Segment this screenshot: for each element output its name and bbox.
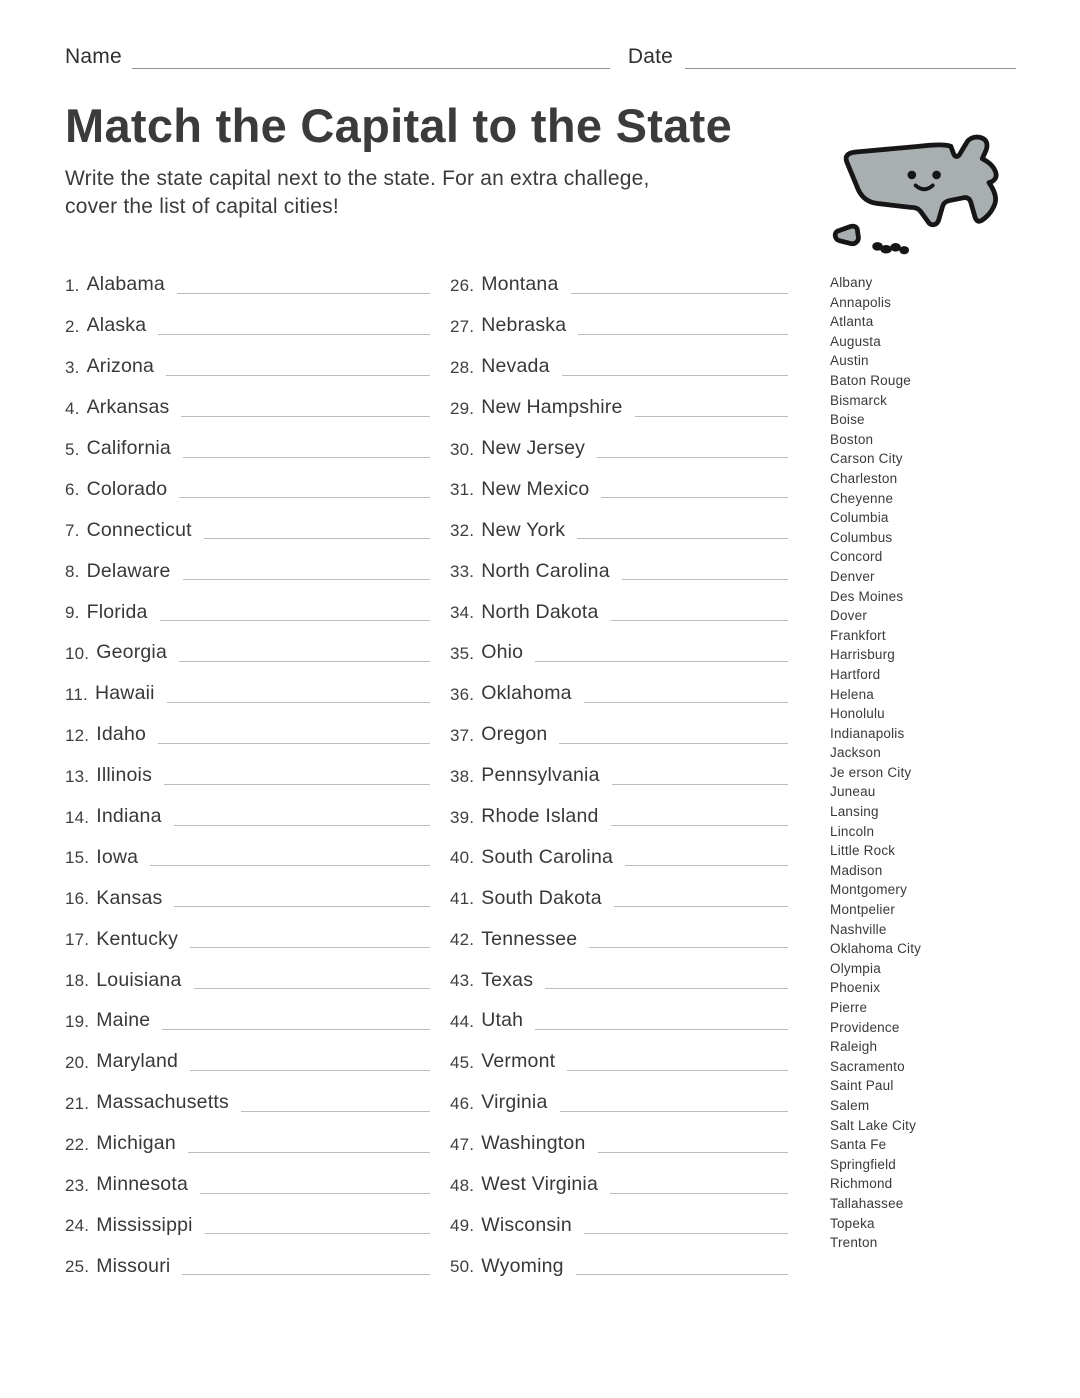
answer-blank-line[interactable] (183, 574, 430, 580)
hawaii-island-icon (875, 244, 881, 248)
answer-blank-line[interactable] (150, 860, 430, 866)
state-row (450, 872, 788, 913)
state-name: New Jersey (481, 437, 586, 459)
state-row (450, 913, 788, 954)
state-row (450, 464, 788, 505)
state-number: 40. (450, 848, 475, 868)
name-date-bar (65, 46, 1016, 69)
state-number: 49. (450, 1216, 475, 1236)
state-row (450, 504, 788, 545)
hawaii-island-icon (902, 248, 907, 251)
answer-blank-line[interactable] (562, 370, 788, 376)
capital-list-item: Charleston (830, 470, 898, 486)
state-row (450, 750, 788, 791)
state-name: Virginia (481, 1091, 548, 1114)
answer-blank-line[interactable] (205, 1228, 430, 1234)
answer-blank-line[interactable] (545, 983, 788, 989)
state-name: Delaware (86, 559, 171, 582)
state-name: Arizona (86, 355, 155, 378)
answer-blank-line[interactable] (167, 697, 430, 703)
state-number: 28. (450, 357, 475, 377)
answer-blank-line[interactable] (179, 656, 430, 662)
state-row (65, 1200, 430, 1241)
state-name: Nebraska (481, 314, 567, 337)
state-number: 8. (65, 562, 80, 582)
state-name: New York (481, 518, 566, 541)
answer-blank-line[interactable] (589, 942, 788, 948)
state-row (65, 341, 430, 382)
answer-blank-line[interactable] (162, 1024, 430, 1030)
state-number: 37. (450, 725, 475, 745)
state-name: Maryland (96, 1050, 179, 1073)
state-name: Illinois (96, 764, 153, 787)
answer-blank-line[interactable] (190, 942, 430, 948)
state-name: Oklahoma (481, 682, 572, 705)
state-number: 10. (65, 643, 90, 663)
state-number: 48. (450, 1175, 475, 1195)
state-name: Ohio (481, 641, 524, 664)
state-number: 5. (65, 439, 80, 459)
capital-list-item: Juneau (830, 784, 876, 800)
answer-blank-line[interactable] (584, 1228, 788, 1234)
state-row (65, 913, 430, 954)
state-name: California (86, 437, 171, 459)
answer-blank-line[interactable] (188, 1147, 430, 1153)
answer-blank-line[interactable] (194, 983, 430, 989)
state-number: 3. (65, 357, 80, 377)
answer-blank-line[interactable] (601, 492, 788, 498)
answer-blank-line[interactable] (611, 820, 788, 826)
state-row (450, 341, 788, 382)
state-number: 20. (65, 1052, 90, 1072)
capital-list-item: Augusta (830, 333, 881, 349)
state-name: Mississippi (96, 1213, 193, 1236)
capital-list-item: Nashville (830, 921, 887, 937)
capital-list-item: Springfield (830, 1156, 896, 1172)
capital-list-item: Boston (830, 431, 874, 447)
state-number: 25. (65, 1257, 90, 1277)
answer-blank-line[interactable] (160, 615, 430, 621)
state-number: 31. (450, 480, 475, 500)
capital-list-item: Bismarck (830, 392, 888, 408)
state-name: Maine (96, 1009, 151, 1032)
capital-list-item: Madison (830, 862, 883, 878)
state-row (450, 423, 788, 464)
capital-list-item: Saint Paul (830, 1078, 894, 1094)
page-title: Match the Capital to the State (65, 99, 733, 152)
state-number: 27. (450, 316, 475, 336)
state-row (65, 1159, 430, 1200)
state-row (450, 709, 788, 750)
state-number: 24. (65, 1216, 90, 1236)
answer-blank-line[interactable] (174, 901, 430, 907)
capital-list-item: Cheyenne (830, 490, 894, 506)
answer-blank-line[interactable] (190, 1065, 430, 1071)
state-row (65, 1240, 430, 1281)
answer-blank-line[interactable] (571, 288, 788, 294)
state-name: Michigan (96, 1132, 176, 1155)
answer-blank-line[interactable] (612, 779, 788, 785)
state-number: 38. (450, 766, 475, 786)
state-name: Arkansas (86, 396, 170, 419)
capital-list-item: Trenton (830, 1235, 878, 1251)
capital-list-item: Santa Fe (830, 1137, 887, 1153)
state-name: West Virginia (481, 1173, 598, 1196)
state-row (450, 545, 788, 586)
state-name: Kentucky (96, 927, 179, 950)
state-number: 12. (65, 725, 90, 745)
capital-list-item: Indianapolis (830, 725, 905, 741)
answer-blank-line[interactable] (174, 820, 430, 826)
answer-blank-line[interactable] (535, 656, 788, 662)
state-name: Nevada (481, 355, 550, 378)
state-name: South Carolina (481, 845, 614, 868)
state-name: Wisconsin (481, 1213, 572, 1236)
state-number: 46. (450, 1093, 475, 1113)
state-name: Tennessee (481, 927, 578, 950)
state-name: Texas (481, 968, 534, 991)
state-number: 50. (450, 1257, 475, 1277)
state-row (450, 1159, 788, 1200)
state-name: Connecticut (86, 518, 192, 541)
capital-list-item: Pierre (830, 1000, 868, 1016)
capital-list-item: Honolulu (830, 706, 885, 722)
state-row (65, 504, 430, 545)
answer-blank-line[interactable] (177, 288, 430, 294)
state-name: Idaho (96, 723, 147, 746)
state-name: Indiana (96, 805, 162, 828)
state-name: New Hampshire (481, 396, 623, 419)
capital-list-item: Albany (830, 275, 873, 291)
subtitle-line-1: Write the state capital next to the state. For an extra challege, (65, 167, 650, 191)
state-number: 23. (65, 1175, 90, 1195)
capital-list-item: Providence (830, 1019, 900, 1035)
capital-list-item: Carson City (830, 451, 903, 467)
capital-list-item: Tallahassee (830, 1195, 904, 1211)
answer-blank-line[interactable] (241, 1106, 430, 1112)
state-row (450, 791, 788, 832)
state-number: 33. (450, 562, 475, 582)
state-name: Kansas (96, 886, 163, 909)
state-number: 32. (450, 521, 475, 541)
state-name: Alabama (86, 273, 165, 296)
state-row (65, 791, 430, 832)
answer-blank-line[interactable] (584, 697, 788, 703)
state-row (65, 668, 430, 709)
answer-blank-line[interactable] (625, 860, 788, 866)
state-number: 34. (450, 603, 475, 623)
state-row (450, 1200, 788, 1241)
state-row (65, 382, 430, 423)
state-number: 41. (450, 889, 475, 909)
answer-blank-line[interactable] (576, 1269, 788, 1275)
answer-blank-line[interactable] (560, 1106, 788, 1112)
capital-list-item: Boise (830, 412, 865, 428)
state-row (65, 1036, 430, 1077)
answer-blank-line[interactable] (183, 452, 430, 458)
state-number: 42. (450, 930, 475, 950)
date-label: Date (627, 45, 673, 68)
state-number: 16. (65, 889, 90, 909)
capital-list-item: Jackson (830, 745, 881, 761)
answer-blank-line[interactable] (535, 1024, 788, 1030)
state-number: 35. (450, 643, 475, 663)
state-row (65, 750, 430, 791)
name-input-line[interactable] (132, 55, 610, 69)
capital-list-item: Des Moines (830, 588, 904, 604)
state-name: Montana (481, 273, 559, 296)
state-row (65, 259, 430, 300)
usa-mainland-shape (846, 137, 996, 225)
capital-list-item: Hartford (830, 666, 881, 682)
state-name: North Carolina (481, 559, 610, 582)
name-label: Name (65, 45, 122, 68)
answer-blank-line[interactable] (577, 533, 788, 539)
answer-blank-line[interactable] (611, 615, 788, 621)
date-input-line[interactable] (685, 55, 1016, 69)
state-row (450, 627, 788, 668)
state-number: 2. (65, 316, 80, 336)
capital-list-item: Little Rock (830, 843, 896, 859)
states-column-left (65, 259, 430, 1281)
state-name: Alaska (86, 314, 147, 337)
state-name: Colorado (86, 477, 168, 500)
state-row (65, 464, 430, 505)
state-name: Minnesota (96, 1173, 189, 1196)
state-row (450, 995, 788, 1036)
state-row (65, 545, 430, 586)
state-row (65, 586, 430, 627)
smiley-eye-left (908, 171, 917, 180)
capital-list-item: Lincoln (830, 823, 875, 839)
answer-blank-line[interactable] (597, 452, 788, 458)
answer-blank-line[interactable] (182, 1269, 430, 1275)
answer-blank-line[interactable] (181, 411, 430, 417)
capital-list-item: Denver (830, 568, 875, 584)
state-row (65, 872, 430, 913)
answer-blank-line[interactable] (559, 738, 788, 744)
hawaii-island-icon (883, 247, 890, 251)
state-row (450, 586, 788, 627)
answer-blank-line[interactable] (567, 1065, 788, 1071)
state-row (450, 1036, 788, 1077)
state-name: South Dakota (481, 886, 602, 909)
state-number: 9. (65, 603, 80, 623)
capital-list-item: Topeka (830, 1215, 875, 1231)
capital-list-item: Annapolis (830, 294, 892, 310)
capital-list-item: Phoenix (830, 980, 881, 996)
state-row (450, 1077, 788, 1118)
state-number: 11. (65, 684, 88, 704)
capital-list-item: Helena (830, 686, 874, 702)
state-name: Rhode Island (481, 805, 599, 828)
capital-list-item: Oklahoma City (830, 941, 922, 957)
capital-list-item: Dover (830, 608, 868, 624)
state-name: Washington (481, 1132, 586, 1155)
state-number: 29. (450, 398, 475, 418)
answer-blank-line[interactable] (635, 411, 788, 417)
capital-list-item: Atlanta (830, 314, 874, 330)
state-number: 15. (65, 848, 90, 868)
answer-blank-line[interactable] (204, 533, 430, 539)
state-name: Wyoming (481, 1254, 564, 1277)
capital-list-item: Baton Rouge (830, 373, 912, 389)
state-row (450, 832, 788, 873)
state-number: 6. (65, 480, 80, 500)
worksheet-columns (65, 259, 1016, 1281)
state-name: Pennsylvania (481, 764, 600, 787)
capital-list-item: Richmond (830, 1176, 893, 1192)
state-name: North Dakota (481, 600, 599, 623)
state-number: 47. (450, 1134, 475, 1154)
answer-blank-line[interactable] (158, 329, 430, 335)
state-row (65, 995, 430, 1036)
state-number: 36. (450, 684, 475, 704)
state-row (450, 954, 788, 995)
capital-list-item: Harrisburg (830, 647, 896, 663)
state-name: Missouri (96, 1254, 171, 1277)
capital-list-item: Columbus (830, 529, 893, 545)
smiley-eye-right (932, 171, 941, 180)
capital-list-item: Salem (830, 1097, 870, 1113)
state-name: Oregon (481, 723, 548, 746)
state-row (450, 300, 788, 341)
state-number: 13. (65, 766, 90, 786)
state-name: Utah (481, 1009, 524, 1032)
state-number: 1. (65, 275, 80, 295)
capital-list-item: Je erson City (830, 764, 912, 780)
state-number: 19. (65, 1011, 90, 1031)
state-name: Georgia (96, 641, 168, 664)
answer-blank-line[interactable] (578, 329, 788, 335)
capital-list-item: Montgomery (830, 882, 908, 898)
state-row (450, 1118, 788, 1159)
capital-list-item: Austin (830, 353, 869, 369)
capital-list-item: Montpelier (830, 902, 896, 918)
answer-blank-line[interactable] (158, 738, 430, 744)
capital-list-item: Frankfort (830, 627, 886, 643)
state-number: 43. (450, 971, 475, 991)
state-row (65, 627, 430, 668)
subtitle-line-2: cover the list of capital cities! (65, 195, 339, 219)
state-number: 44. (450, 1011, 475, 1031)
answer-blank-line[interactable] (610, 1188, 788, 1194)
state-number: 45. (450, 1052, 475, 1072)
capital-list-item: Concord (830, 549, 883, 565)
state-row (65, 954, 430, 995)
capital-list-item: Lansing (830, 804, 879, 820)
answer-blank-line[interactable] (164, 779, 430, 785)
capital-list-item: Salt Lake City (830, 1117, 917, 1133)
state-number: 17. (65, 930, 90, 950)
answer-blank-line[interactable] (614, 901, 788, 907)
state-number: 22. (65, 1134, 90, 1154)
state-row (65, 832, 430, 873)
state-name: Florida (86, 600, 148, 623)
state-row (65, 423, 430, 464)
state-row (450, 259, 788, 300)
state-name: Iowa (96, 845, 139, 868)
capital-list-item: Raleigh (830, 1039, 878, 1055)
state-row (450, 1240, 788, 1281)
state-row (450, 382, 788, 423)
state-row (65, 709, 430, 750)
state-name: New Mexico (481, 477, 590, 500)
state-number: 4. (65, 398, 80, 418)
answer-blank-line[interactable] (166, 370, 430, 376)
state-name: Louisiana (96, 968, 182, 991)
state-number: 26. (450, 275, 475, 295)
answer-blank-line[interactable] (598, 1147, 789, 1153)
state-row (65, 300, 430, 341)
hawaii-island-icon (893, 245, 899, 249)
state-row (65, 1077, 430, 1118)
capitals-list (830, 259, 1016, 1281)
state-number: 18. (65, 971, 90, 991)
state-name: Hawaii (94, 682, 155, 705)
state-number: 39. (450, 807, 475, 827)
state-name: Massachusetts (96, 1091, 229, 1114)
capital-list-item: Olympia (830, 960, 881, 976)
answer-blank-line[interactable] (179, 492, 430, 498)
state-name: Vermont (481, 1050, 556, 1073)
state-number: 14. (65, 807, 90, 827)
state-row (65, 1118, 430, 1159)
capital-list-item: Sacramento (830, 1058, 905, 1074)
answer-blank-line[interactable] (200, 1188, 430, 1194)
state-row (450, 668, 788, 709)
alaska-shape (835, 226, 858, 244)
answer-blank-line[interactable] (622, 574, 788, 580)
capital-list-item: Columbia (830, 510, 889, 526)
state-number: 21. (65, 1093, 90, 1113)
usa-map-illustration (828, 132, 1028, 256)
state-number: 30. (450, 439, 475, 459)
states-column-right (450, 259, 810, 1281)
state-number: 7. (65, 521, 80, 541)
